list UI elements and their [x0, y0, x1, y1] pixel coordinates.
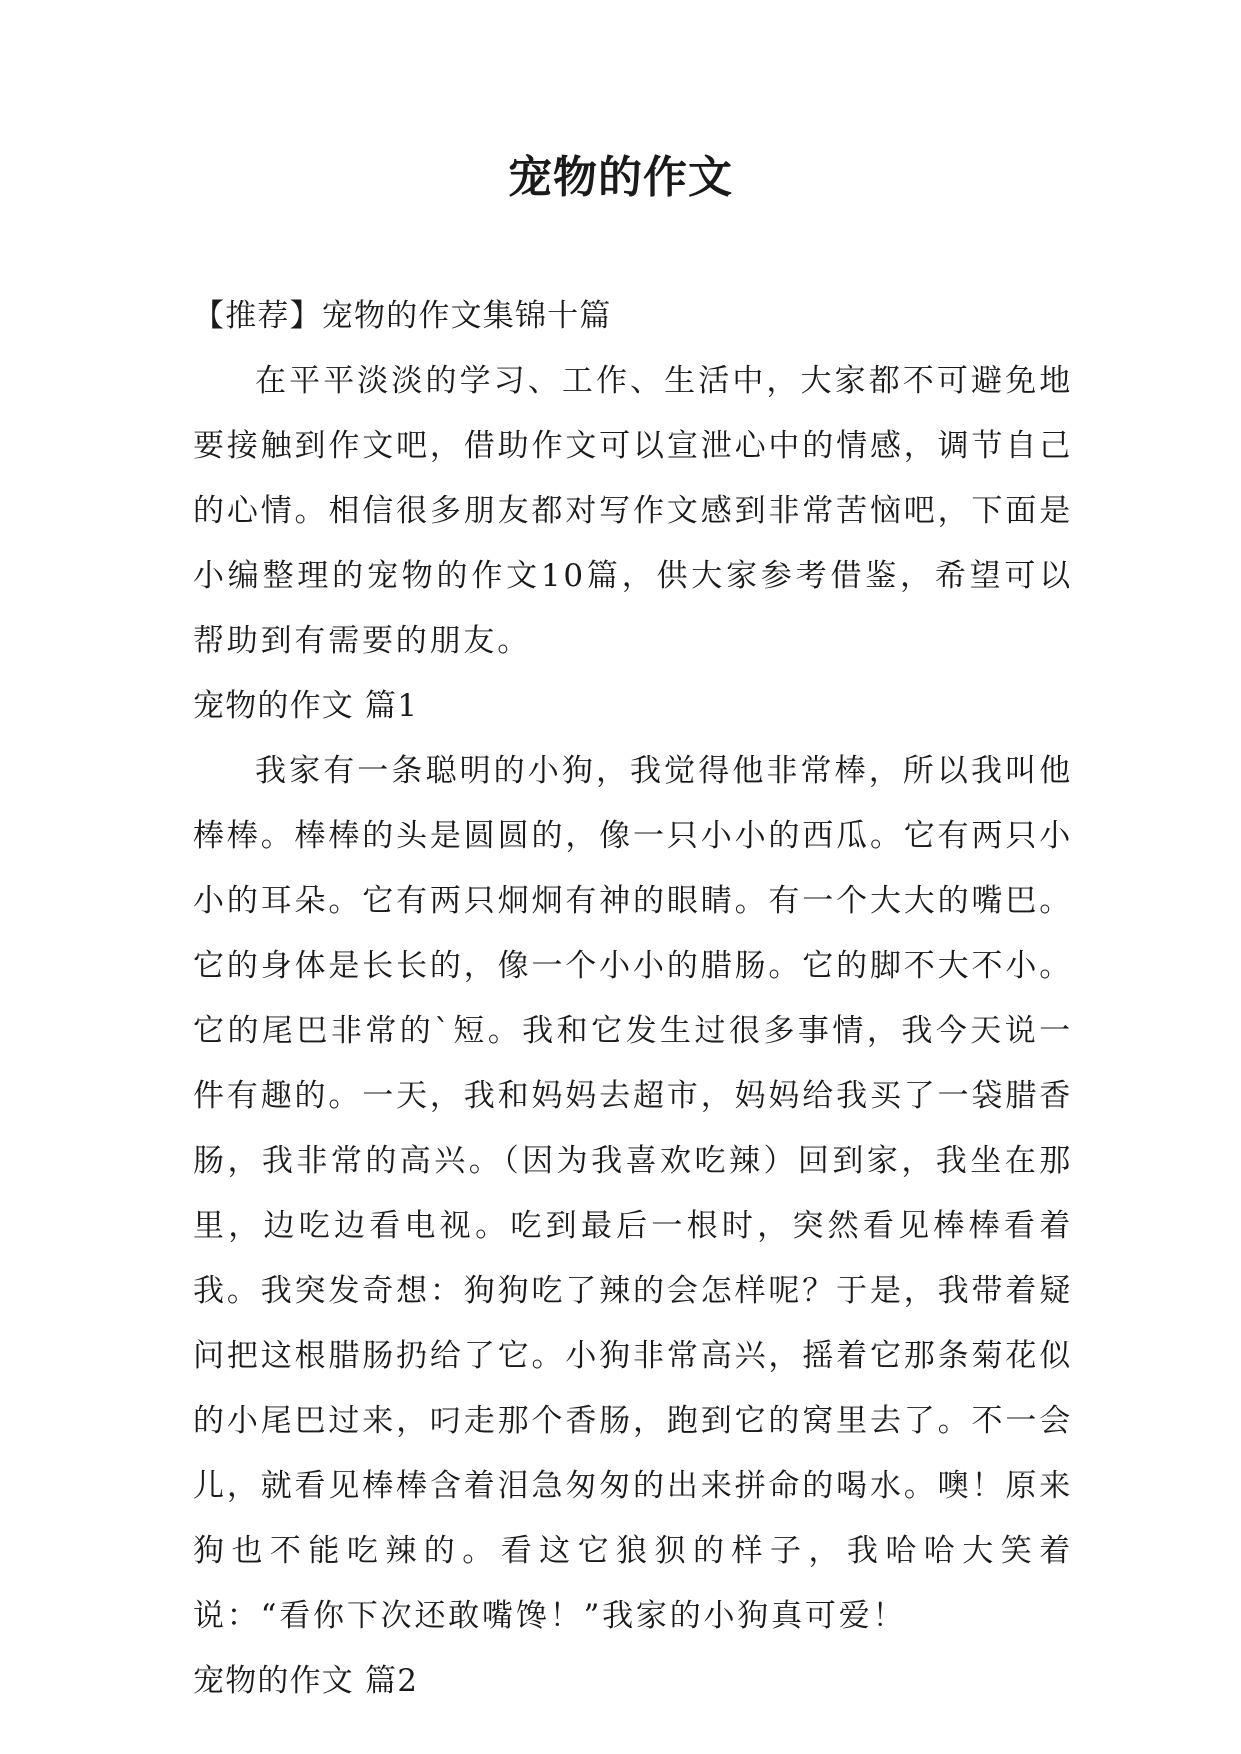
document-title: 宠物的作文 — [508, 152, 733, 203]
document-body — [193, 284, 1073, 1714]
section-paragraph-1: 我家有一条聪明的小狗，我觉得他非常棒，所以我叫他棒棒。棒棒的头是圆圆的，像一只小小的西瓜。它有两只小小的耳朵。它有两只炯炯有神的眼睛。有一个大大的嘴巴。它的身体是长长的，像一个小小的腊肠。它的脚不大不小。它的尾巴非常的`短。我和它发生过很多事情，我今天说一件有趣的。一天，我和妈妈去超市，妈妈给我买了一袋腊香肠，我非常的高兴。（因为我喜欢吃辣）回到家，我坐在那里，边吃边看电视。吃到最后一根时，突然看见棒棒看着我。我突发奇想：狗狗吃了辣的会怎样呢？于是，我带着疑问把这根腊肠扔给了它。小狗非常高兴，摇着它那条菊花似的小尾巴过来，叼走那个香肠，跑到它的窝里去了。不一会儿，就看见棒棒含着泪急匆匆的出来拼命的喝水。噢！原来狗也不能吃辣的。看这它狼狈的样子，我哈哈大笑着说：“看你下次还敢嘴馋！”我家的小狗真可爱！ — [193, 753, 1073, 1634]
section-heading-1: 宠物的作文 篇1 — [193, 688, 419, 724]
intro-paragraph: 在平平淡淡的学习、工作、生活中，大家都不可避免地要接触到作文吧，借助作文可以宣泄心中的情感，调节自己的心情。相信很多朋友都对写作文感到非常苦恼吧，下面是小编整理的宠物的作文10篇，供大家参考借鉴，希望可以帮助到有需要的朋友。 — [193, 363, 1073, 659]
section-heading-2: 宠物的作文 篇2 — [193, 1663, 419, 1699]
document-subtitle: 【推荐】宠物的作文集锦十篇 — [193, 298, 612, 334]
